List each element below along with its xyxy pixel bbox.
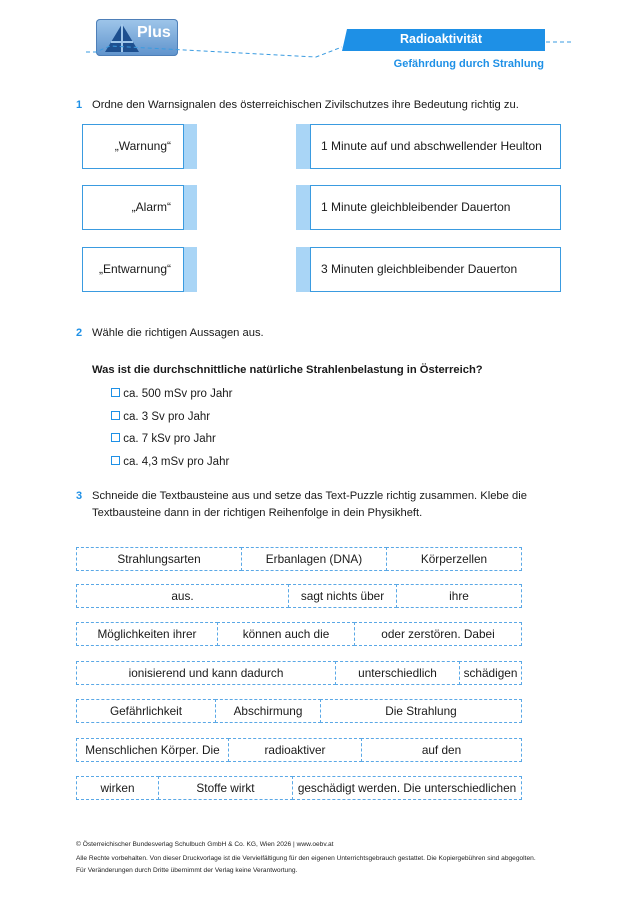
meaning-label: 1 Minute auf und abschwellender Heulton — [321, 139, 542, 153]
task2-question: Was ist die durchschnittliche natürliche Strahlenbelastung in Österreich? — [92, 364, 483, 376]
puzzle-row — [76, 547, 522, 571]
signal-label: „Warnung“ — [114, 139, 171, 153]
puzzle-piece[interactable]: Körperzellen — [386, 547, 522, 571]
card-tab — [296, 185, 310, 230]
signal-label: „Entwarnung“ — [98, 262, 171, 276]
task3-instruction-line1: Schneide die Textbausteine aus und setze das Text-Puzzle richtig zusammen. Klebe die — [92, 490, 527, 502]
footer-copyright: © Österreichischer Bundesverlag Schulbuch GmbH & Co. KG, Wien 2026 | www.oebv.at — [76, 841, 334, 848]
puzzle-row — [76, 584, 522, 608]
option-3[interactable] — [111, 433, 216, 445]
option-label: ca. 3 Sv pro Jahr — [123, 411, 211, 423]
puzzle-piece[interactable]: sagt nichts über — [288, 584, 397, 608]
meaning-label: 3 Minuten gleichbleibender Dauerton — [321, 262, 518, 276]
card-tab — [184, 247, 197, 292]
task2-number: 2 — [76, 327, 83, 339]
option-1[interactable] — [111, 388, 233, 400]
puzzle-piece[interactable]: aus. — [76, 584, 289, 608]
puzzle-piece[interactable]: Stoffe wirkt — [158, 776, 293, 800]
page-subtitle: Gefährdung durch Strahlung — [393, 58, 544, 70]
puzzle-piece[interactable]: oder zerstören. Dabei — [354, 622, 522, 646]
card-tab — [296, 247, 310, 292]
puzzle-piece[interactable]: unterschiedlich — [335, 661, 460, 685]
card-tab — [184, 185, 197, 230]
puzzle-row — [76, 661, 522, 685]
puzzle-piece[interactable]: ihre — [396, 584, 522, 608]
checkbox[interactable] — [111, 411, 120, 420]
puzzle-row — [76, 622, 522, 646]
option-label: ca. 4,3 mSv pro Jahr — [123, 456, 230, 468]
option-2[interactable] — [111, 411, 210, 423]
option-4[interactable] — [111, 456, 229, 468]
footer-rights: Alle Rechte vorbehalten. Von dieser Druckvorlage ist die Vervielfältigung für den eigenen Unterrichtsgebrauch gestattet. Die Kopiergebühren sind abgegolten. — [76, 855, 536, 862]
puzzle-piece[interactable]: geschädigt werden. Die unterschiedlichen — [292, 776, 522, 800]
card-tab — [184, 124, 197, 169]
task2-instruction: Wähle die richtigen Aussagen aus. — [92, 327, 264, 339]
task3-instruction-line2: Textbausteine dann in der richtigen Reihenfolge in dein Physikheft. — [92, 507, 423, 519]
puzzle-piece[interactable]: Möglichkeiten ihrer — [76, 622, 218, 646]
signal-card-alarm[interactable] — [82, 185, 184, 230]
puzzle-piece[interactable]: Erbanlagen (DNA) — [241, 547, 387, 571]
puzzle-row — [76, 738, 522, 762]
puzzle-piece[interactable]: Die Strahlung — [320, 699, 522, 723]
meaning-label: 1 Minute gleichbleibender Dauerton — [321, 200, 511, 214]
puzzle-piece[interactable]: wirken — [76, 776, 159, 800]
meaning-card-1[interactable] — [310, 124, 561, 169]
signal-card-warnung[interactable] — [82, 124, 184, 169]
checkbox[interactable] — [111, 456, 120, 465]
option-label: ca. 7 kSv pro Jahr — [123, 433, 216, 445]
puzzle-piece[interactable]: Gefährlichkeit — [76, 699, 216, 723]
header-dashed-line-right — [546, 39, 576, 45]
task3-number: 3 — [76, 490, 83, 502]
signal-label: „Alarm“ — [131, 200, 171, 214]
puzzle-row — [76, 699, 522, 723]
puzzle-piece[interactable]: können auch die — [217, 622, 355, 646]
header-dashed-line — [86, 44, 346, 60]
footer-disclaimer: Für Veränderungen durch Dritte übernimmt der Verlag keine Verantwortung. — [76, 867, 298, 874]
option-label: ca. 500 mSv pro Jahr — [123, 388, 233, 400]
signal-card-entwarnung[interactable] — [82, 247, 184, 292]
puzzle-piece[interactable]: Menschlichen Körper. Die — [76, 738, 229, 762]
task1-instruction: Ordne den Warnsignalen des österreichischen Zivilschutzes ihre Bedeutung richtig zu. — [92, 99, 519, 111]
checkbox[interactable] — [111, 433, 120, 442]
meaning-card-3[interactable] — [310, 247, 561, 292]
logo-text: Plus — [137, 24, 171, 41]
puzzle-piece[interactable]: Abschirmung — [215, 699, 321, 723]
puzzle-piece[interactable]: schädigen — [459, 661, 522, 685]
puzzle-piece[interactable]: auf den — [361, 738, 522, 762]
page-title: Radioaktivität — [400, 32, 482, 46]
card-tab — [296, 124, 310, 169]
meaning-card-2[interactable] — [310, 185, 561, 230]
checkbox[interactable] — [111, 388, 120, 397]
puzzle-row — [76, 776, 522, 800]
puzzle-piece[interactable]: ionisierend und kann dadurch — [76, 661, 336, 685]
task1-number: 1 — [76, 99, 83, 111]
puzzle-piece[interactable]: Strahlungsarten — [76, 547, 242, 571]
puzzle-piece[interactable]: radioaktiver — [228, 738, 362, 762]
